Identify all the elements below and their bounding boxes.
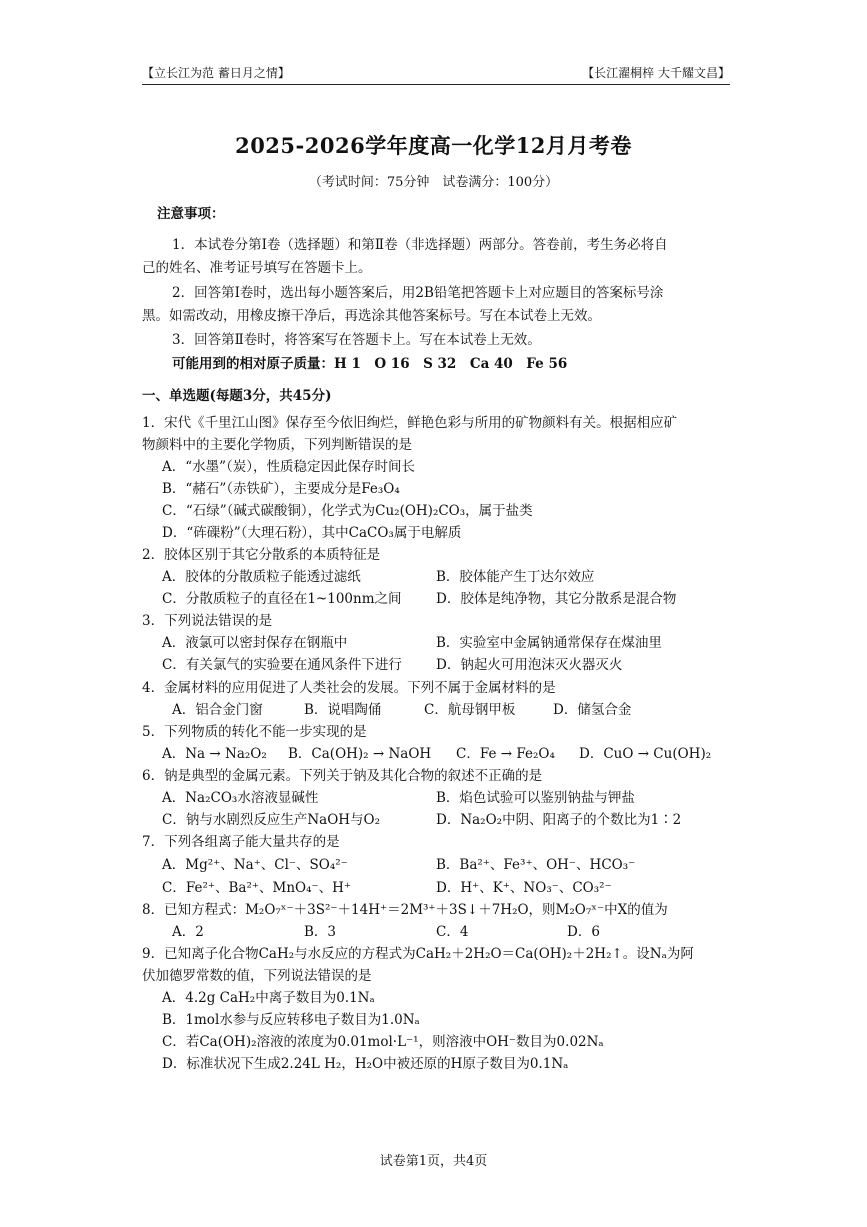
q9-option-c: C．若Ca(OH)₂溶液的浓度为0.01mol·L⁻¹，则溶液中OH⁻数目为0.02Nₐ	[162, 1034, 604, 1050]
exam-info: （考试时间：75分钟 试卷满分：100分）	[308, 175, 559, 190]
q9-stem-b: 伏加德罗常数的值，下列说法错误的是	[142, 968, 372, 984]
q1-option-c: C．“石绿”（碱式碳酸铜），化学式为Cu₂(OH)₂CO₃，属于盐类	[162, 503, 533, 519]
q4-option-c: C．航母钢甲板	[424, 702, 516, 718]
q2-option-c: C．分散质粒子的直径在1~100nm之间	[162, 591, 402, 607]
q8-option-c: C．4	[436, 924, 469, 940]
notice-item-3: 3．回答第Ⅱ卷时，将答案写在答题卡上。写在本试卷上无效。	[172, 332, 541, 348]
notice-heading: 注意事项：	[157, 206, 225, 222]
page-header	[142, 64, 730, 84]
page-title: 2025-2026学年度高一化学12月月考卷	[235, 133, 632, 158]
q4-option-d: D．储氢合金	[553, 702, 632, 718]
q1-stem-b: 物颜料中的主要化学物质，下列判断错误的是	[142, 437, 412, 453]
q1-option-d: D．“砗磲粉”（大理石粉），其中CaCO₃属于电解质	[162, 525, 462, 541]
q5-option-c: C．Fe → Fe₂O₄	[456, 746, 555, 762]
q3-option-c: C．有关氯气的实验要在通风条件下进行	[162, 657, 402, 673]
q7-option-d: D．H⁺、K⁺、NO₃⁻、CO₃²⁻	[436, 880, 612, 896]
notice-item-1a: 1．本试卷分第Ⅰ卷（选择题）和第Ⅱ卷（非选择题）两部分。答卷前，考生务必将自	[172, 237, 668, 253]
q6-option-d: D．Na₂O₂中阴、阳离子的个数比为1∶2	[436, 812, 682, 828]
q9-option-b: B．1mol水参与反应转移电子数目为1.0Nₐ	[162, 1012, 420, 1028]
notice-item-1b: 己的姓名、准考证号填写在答题卡上。	[142, 260, 372, 276]
q6-option-c: C．钠与水剧烈反应生产NaOH与O₂	[162, 812, 381, 828]
page-footer: 试卷第1页，共4页	[379, 1154, 488, 1169]
notice-item-2a: 2．回答第Ⅰ卷时，选出每小题答案后，用2B铅笔把答题卡上对应题目的答案标号涂	[172, 285, 664, 301]
q2-option-a: A．胶体的分散质粒子能透过滤纸	[162, 569, 361, 585]
q4-option-a: A．铝合金门窗	[172, 702, 263, 718]
q8-option-b: B．3	[304, 924, 337, 940]
q2-stem: 2．胶体区别于其它分散系的本质特征是	[142, 547, 381, 563]
q5-stem: 5．下列物质的转化不能一步实现的是	[142, 724, 367, 740]
q3-option-b: B．实验室中金属钠通常保存在煤油里	[436, 635, 662, 651]
q3-stem: 3．下列说法错误的是	[142, 613, 273, 629]
q6-option-a: A．Na₂CO₃水溶液显碱性	[162, 790, 319, 806]
q1-stem-a: 1．宋代《千里江山图》保存至今依旧绚烂，鲜艳色彩与所用的矿物颜料有关。根据相应矿	[142, 415, 678, 431]
header-left-motto: 【立长江为范 蓄日月之情】	[142, 66, 290, 80]
q1-option-a: A．“水墨”（炭），性质稳定因此保存时间长	[162, 459, 416, 475]
q9-option-a: A．4.2g CaH₂中离子数目为0.1Nₐ	[162, 990, 375, 1006]
q7-option-a: A．Mg²⁺、Na⁺、Cl⁻、SO₄²⁻	[162, 857, 348, 873]
header-divider	[142, 84, 730, 85]
q6-option-b: B．焰色试验可以鉴别钠盐与钾盐	[436, 790, 635, 806]
q6-stem: 6．钠是典型的金属元素。下列关于钠及其化合物的叙述不正确的是	[142, 768, 543, 784]
section-heading: 一、单选题(每题3分，共45分)	[142, 388, 332, 404]
header-right-motto: 【长江濯桐梓 大千耀文昌】	[582, 66, 730, 80]
q5-option-b: B．Ca(OH)₂ → NaOH	[288, 746, 432, 762]
q5-option-d: D．CuO → Cu(OH)₂	[579, 746, 712, 762]
q7-option-c: C．Fe²⁺、Ba²⁺、MnO₄⁻、H⁺	[162, 880, 352, 896]
q9-stem-a: 9．已知离子化合物CaH₂与水反应的方程式为CaH₂＋2H₂O＝Ca(OH)₂＋2H₂↑。设Nₐ为阿	[142, 946, 694, 962]
q7-option-b: B．Ba²⁺、Fe³⁺、OH⁻、HCO₃⁻	[436, 857, 636, 873]
q3-option-a: A．液氯可以密封保存在钢瓶中	[162, 635, 348, 651]
q9-option-d: D．标准状况下生成2.24L H₂，H₂O中被还原的H原子数目为0.1Nₐ	[162, 1056, 569, 1072]
q8-stem: 8．已知方程式：M₂O₇ˣ⁻＋3S²⁻＋14H⁺＝2M³⁺＋3S↓＋7H₂O，则M₂O₇ˣ⁻中X的值为	[142, 902, 668, 918]
notice-item-2b: 黑。如需改动，用橡皮擦干净后，再选涂其他答案标号。写在本试卷上无效。	[142, 308, 601, 324]
q5-option-a: A．Na → Na₂O₂	[162, 746, 267, 762]
q2-option-d: D．胶体是纯净物，其它分散系是混合物	[436, 591, 677, 607]
q1-option-b: B．“赭石”（赤铁矿），主要成分是Fe₃O₄	[162, 481, 400, 497]
q4-option-b: B．说唱陶俑	[304, 702, 382, 718]
atomic-masses: 可能用到的相对原子质量：H 1 O 16 S 32 Ca 40 Fe 56	[172, 356, 568, 372]
q8-option-a: A．2	[172, 924, 204, 940]
q3-option-d: D．钠起火可用泡沫灭火器灭火	[436, 657, 623, 673]
q8-option-d: D．6	[567, 924, 600, 940]
q4-stem: 4．金属材料的应用促进了人类社会的发展。下列不属于金属材料的是	[142, 680, 556, 696]
q7-stem: 7．下列各组离子能大量共存的是	[142, 834, 340, 850]
q2-option-b: B．胶体能产生丁达尔效应	[436, 569, 595, 585]
